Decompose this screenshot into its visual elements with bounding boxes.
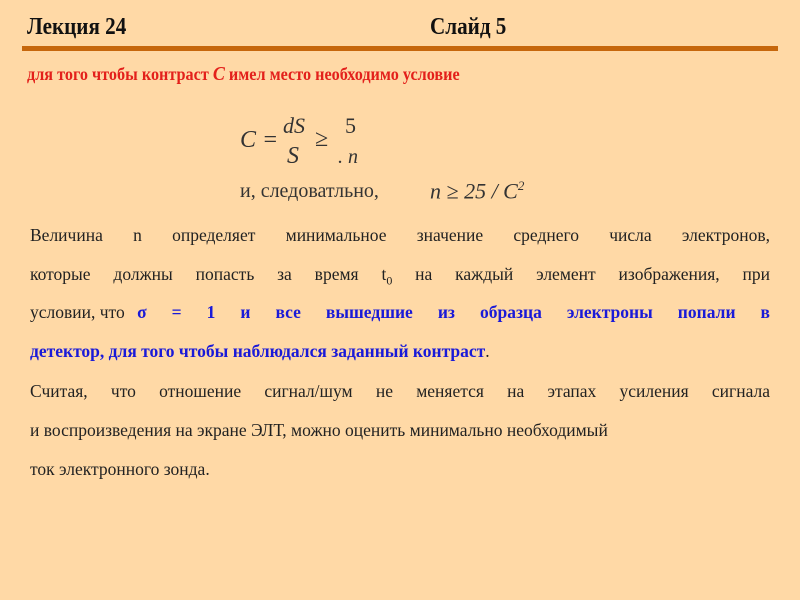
formula-expr: n ≥ 25 / C xyxy=(430,178,518,204)
text-line: ток электронного зонда. xyxy=(30,459,210,479)
formula-denominator: S xyxy=(287,143,299,169)
header-divider xyxy=(22,46,778,51)
text-span: условии, что xyxy=(30,302,130,322)
formula-exponent: 2 xyxy=(517,178,525,193)
slide-number: Слайд 5 xyxy=(430,14,507,40)
text-line: Величина n определяет минимальное значение среднего числа электронов, xyxy=(30,225,770,245)
formula-geq: ≥ xyxy=(315,126,329,152)
text-span: которые должны попасть за время t xyxy=(30,264,387,284)
text-line xyxy=(30,264,770,289)
formula-numerator: dS xyxy=(283,113,305,138)
formula-rhs-numerator: 5 xyxy=(345,113,356,138)
text-line xyxy=(30,341,770,362)
highlighted-condition: σ = 1 и все вышедшие из образца электроны попали в xyxy=(137,302,770,322)
text-span: . xyxy=(485,341,490,361)
contrast-variable: C xyxy=(212,63,225,85)
lecture-number: Лекция 24 xyxy=(27,14,127,40)
highlighted-condition: детектор, для того чтобы наблюдался заданный контраст xyxy=(30,341,486,361)
text-line: и воспроизведения на экране ЭЛТ, можно оценить минимально необходимый xyxy=(30,420,608,440)
subscript: 0 xyxy=(386,273,393,288)
condition-heading xyxy=(27,63,460,86)
text-line: Считая, что отношение сигнал/шум не меняется на этапах усиления сигнала xyxy=(30,381,770,401)
text-line xyxy=(30,302,770,323)
formula-rhs-denominator: . n xyxy=(338,146,358,168)
formula-consequence xyxy=(430,178,524,204)
formula-consequence-text: и, следоватльно, xyxy=(240,180,379,202)
heading-text: для того чтобы контраст xyxy=(27,64,213,84)
formula-lhs: C = xyxy=(240,127,279,153)
heading-text: имел место необходимо условие xyxy=(224,64,460,84)
text-span: на каждый элемент изображения, при xyxy=(392,264,770,284)
